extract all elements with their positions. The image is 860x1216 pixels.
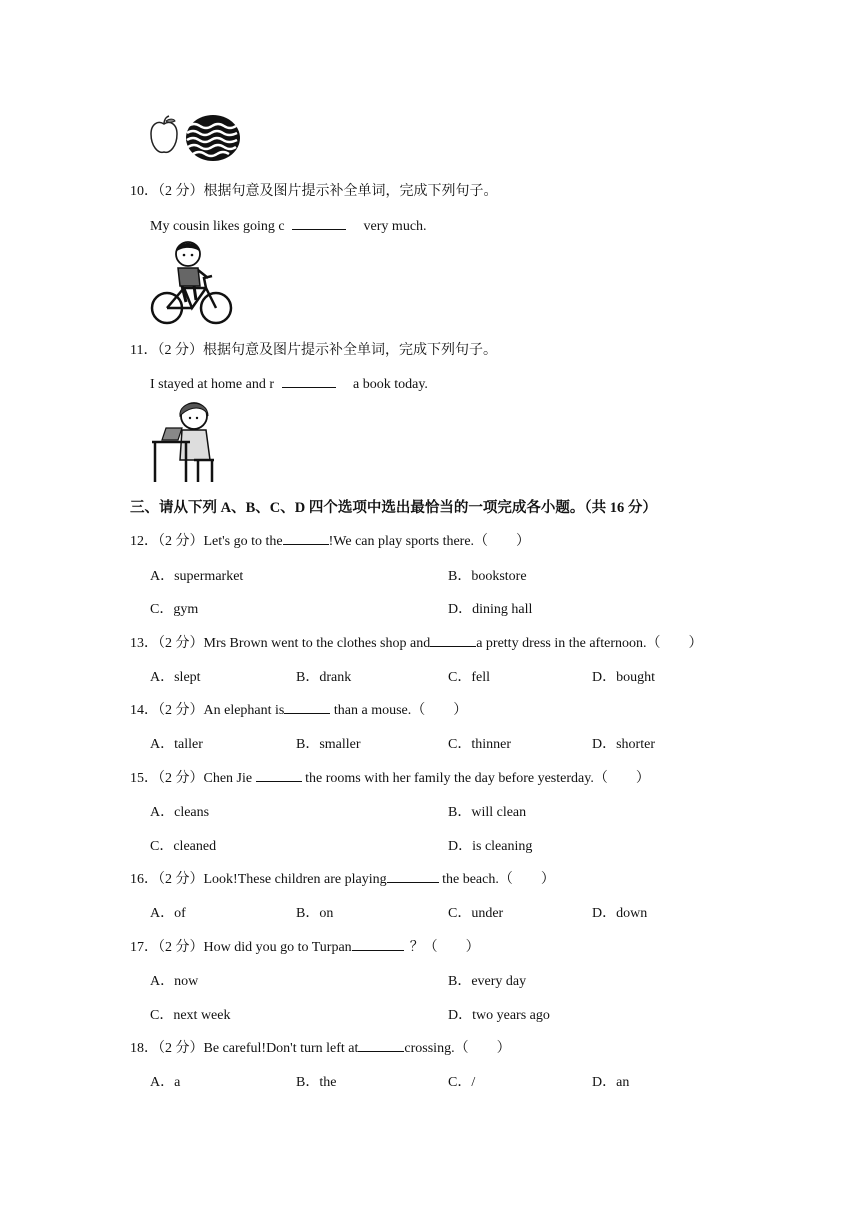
question-stem-text: （2 分）根据句意及图片提示补全单词，完成下列句子。 — [158, 184, 498, 199]
sentence-prefix: My cousin likes going c — [150, 219, 285, 234]
book-icon — [162, 428, 182, 440]
option-d[interactable]: D．shorter — [592, 737, 655, 752]
option-b[interactable]: B．on — [296, 906, 334, 921]
question-number: 12． — [130, 534, 158, 549]
answer-blank[interactable] — [282, 373, 336, 388]
question-text-end: the rooms with her family the day before yesterday.（ ） — [301, 771, 650, 786]
question-11-sentence — [150, 373, 428, 393]
question-text-end: crossing.（ ） — [404, 1041, 511, 1056]
option-d[interactable]: D．two years ago — [448, 1008, 550, 1023]
question-17 — [130, 936, 480, 956]
option-a[interactable]: A．a — [150, 1075, 181, 1090]
option-b[interactable]: B．smaller — [296, 737, 361, 752]
question-10-sentence — [150, 215, 427, 235]
option-a[interactable]: A．of — [150, 906, 186, 921]
question-text: （2 分）An elephant is — [158, 703, 285, 718]
question-15 — [130, 767, 650, 787]
option-c[interactable]: C．/ — [448, 1075, 476, 1090]
question-text-end: the beach.（ ） — [438, 872, 555, 887]
question-number: 13． — [130, 636, 158, 651]
question-16 — [130, 868, 555, 888]
option-c[interactable]: C．gym — [150, 602, 199, 617]
option-d[interactable]: D．is cleaning — [448, 839, 533, 854]
option-b[interactable]: B．will clean — [448, 805, 527, 820]
girl-reading-illustration — [150, 398, 218, 484]
sentence-suffix: a book today. — [353, 377, 428, 392]
section-3-heading: 三、请从下列 A、B、C、D 四个选项中选出最恰当的一项完成各小题。（共 16 分） — [130, 500, 657, 516]
watermelon-icon — [186, 115, 240, 161]
option-a[interactable]: A．now — [150, 974, 199, 989]
option-c[interactable]: C．next week — [150, 1008, 231, 1023]
apple-icon — [151, 116, 177, 152]
option-a[interactable]: A．slept — [150, 670, 201, 685]
question-number: 10． — [130, 184, 158, 199]
question-number: 17． — [130, 940, 158, 955]
answer-blank[interactable] — [256, 767, 302, 782]
question-number: 11． — [130, 343, 158, 358]
question-text-end: !We can play sports there.（ ） — [328, 534, 531, 549]
question-12 — [130, 530, 530, 550]
question-text: （2 分）Mrs Brown went to the clothes shop and — [158, 636, 431, 651]
question-number: 18． — [130, 1041, 158, 1056]
option-c[interactable]: C．under — [448, 906, 504, 921]
question-number: 16． — [130, 872, 158, 887]
question-14 — [130, 699, 467, 719]
answer-blank[interactable] — [352, 936, 404, 951]
option-a[interactable]: A．supermarket — [150, 569, 244, 584]
answer-blank[interactable] — [292, 215, 346, 230]
question-18 — [130, 1037, 511, 1057]
option-b[interactable]: B．the — [296, 1075, 337, 1090]
question-11-stem — [130, 339, 497, 359]
apple-watermelon-illustration — [148, 112, 244, 164]
option-c[interactable]: C．fell — [448, 670, 490, 685]
option-d[interactable]: D．dining hall — [448, 602, 533, 617]
question-number: 15． — [130, 771, 158, 786]
option-a[interactable]: A．taller — [150, 737, 203, 752]
option-b[interactable]: B．every day — [448, 974, 527, 989]
answer-blank[interactable] — [430, 632, 476, 647]
question-text-end: than a mouse.（ ） — [330, 703, 468, 718]
sentence-suffix: very much. — [363, 219, 427, 234]
question-text-end: a pretty dress in the afternoon.（ ） — [476, 636, 703, 651]
girl-icon — [180, 403, 210, 460]
answer-blank[interactable] — [387, 868, 439, 883]
option-d[interactable]: D．down — [592, 906, 648, 921]
question-text-end: ？（ ） — [409, 940, 480, 955]
question-number: 14． — [130, 703, 158, 718]
question-stem-text: （2 分）根据句意及图片提示补全单词，完成下列句子。 — [157, 343, 497, 358]
answer-blank[interactable] — [283, 530, 329, 545]
answer-blank[interactable] — [284, 699, 330, 714]
question-text: （2 分）Chen Jie — [158, 771, 256, 786]
option-b[interactable]: B．bookstore — [448, 569, 527, 584]
option-c[interactable]: C．thinner — [448, 737, 511, 752]
question-text: （2 分）Be careful!Don't turn left at — [158, 1041, 359, 1056]
question-text: （2 分）Let's go to the — [158, 534, 283, 549]
question-text: （2 分）How did you go to Turpan — [158, 940, 352, 955]
question-text: （2 分）Look!These children are playing — [158, 872, 387, 887]
question-10-stem — [130, 180, 498, 200]
boy-cycling-illustration — [150, 238, 234, 328]
answer-blank[interactable] — [358, 1037, 404, 1052]
option-d[interactable]: D．an — [592, 1075, 630, 1090]
option-d[interactable]: D．bought — [592, 670, 655, 685]
sentence-prefix: I stayed at home and r — [150, 377, 275, 392]
option-a[interactable]: A．cleans — [150, 805, 210, 820]
question-13 — [130, 632, 702, 652]
option-c[interactable]: C．cleaned — [150, 839, 217, 854]
option-b[interactable]: B．drank — [296, 670, 352, 685]
